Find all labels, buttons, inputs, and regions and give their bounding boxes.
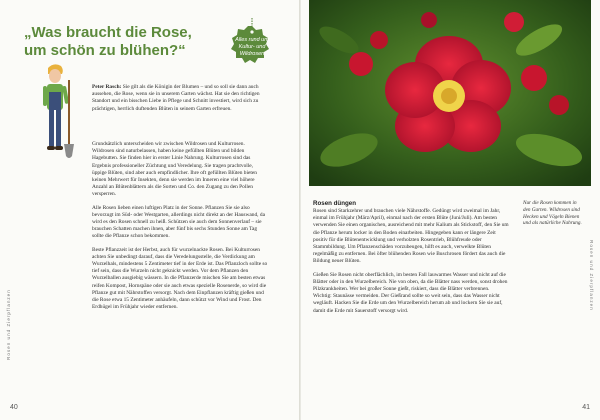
page-number: 40	[10, 404, 18, 411]
section-subheading: Rosen düngen	[313, 200, 356, 207]
hang-tag	[226, 18, 278, 78]
right-paragraph-2: Gießen Sie Rosen nicht oberflächlich, im besten Fall lauwarmes Wasser und nicht auf die Blätter oder in den Wurzelbereich. Nie von oben, da die Blätter nass werden, sonst drohen Pilzkrankheiten. Wer bei großer Sonne gießt, riskiert, dass die Blätter verbrennen. Wichtig: Staunässe vermeiden. Der Gießrand sollte so weit sein, dass das Wasser nicht wegläuft. Hacken Sie die Erde um den Wurzelbereich herum ab und lockern Sie sie auf, damit die Erde mit Sauerstoff versorgt wird.	[313, 271, 508, 314]
intro-speaker: Peter Rasch:	[92, 84, 122, 90]
page-headline: „Was braucht die Rose, um schön zu blühen?“	[24, 24, 192, 59]
left-page	[0, 0, 299, 420]
intro-body: Sie gilt als die Königin der Blumen – und so soll sie dann auch aussehen, die Rose, wenn sie in unserem Garten wächst. Hat sie den richtigen Standort und ein bisschen Liebe in Pflege und Schnitt investiert, wird sich zu prächtigen, herrlich duftenden Blüten in seinem Garten erfreuen.	[92, 84, 260, 112]
page-number: 41	[582, 404, 590, 411]
right-page	[301, 0, 600, 420]
body-column	[92, 141, 268, 317]
gardener-illustration-icon	[26, 62, 86, 162]
intro-paragraph	[92, 84, 268, 113]
running-head: Rosen und Zierpflanzen	[589, 240, 594, 311]
rose-photo	[309, 0, 591, 186]
tag-label: Alles rund um Kultur- und Wildrosen	[235, 37, 269, 57]
body-paragraph-1: Grundsätzlich unterscheiden wir zwischen Wildrosen und Kulturrosen. Wildrosen sind naturbelassen, haben keine gefüllten Blüten und bilden Hagebutten. Sie finden hier in erster Linie Nahrung. Kulturrosen sind das Ergebnis professioneller Züchtung und Veredelung. Sie tragen prachtvolle, üppige Blüten, sind aber auch empfindlicher. Ihre oft gefüllten Blüten bieten keinen Mehrwert für Insekten, denn sie werden im Inneren eine viel höhere Anzahl an Blütenblättern als die Sorten und Co. den Zugang zu den Pollen versperren.	[92, 141, 257, 198]
running-head: Rosen und Zierpflanzen	[6, 289, 11, 360]
body-paragraph-2: Alle Rosen lieben einen luftigen Platz in der Sonne. Pflanzen Sie sie also bevorzugt im Süd- oder Westgarten, allerdings nicht direkt an der Hauswand, da wird es den Rosen schnell zu heiß. Schützen sie auch dem Sonnenverlauf – sie brauchen Schatten machen ihnen, aber fünf bis sechs Stunden Sonne am Tag sollte die Pflanze schon bekommen.	[92, 204, 265, 240]
margin-note: Nur die Rosen kommen in den Garten. Wildrosen sind Hecken und Vögeln Bienen und als natürliche Nahrung.	[523, 200, 582, 227]
body-paragraph-3: Beste Pflanzzeit ist der Herbst, auch für wurzelnackte Rosen. Bei Kulturrosen achten Sie unbedingt darauf, dass die Veredelungsstelle, die Verdickung am Wurzelhals, mindestens 5 Zentimeter tief in der Erde ist. Das Pflanzloch sollte so tief sein, dass die Wurzeln nicht geknickt werden. Vor dem Pflanzen den Wurzelballen ausgiebig wässern. In die Pflanzerde mischen Sie am besten etwas reifen Kompost, Hornspäne oder sie auch etwas spezielle Rosenerde, so wird die Pflanze gut mit Nährstoffen versorgt. Nach dem Einpflanzen kräftig gießen und die Rose etwa 15 Zentimeter anhäufeln, dann schützt vor Wind und Frost. Den Erdhügel im Frühjahr wieder entfernen.	[92, 246, 268, 311]
right-body-column	[313, 208, 509, 321]
right-paragraph-1: Rosen sind Starkzehrer und brauchen viele Nährstoffe. Gedüngt wird zweimal im Jahr, einmal im Frühjahr (März/April), einmal nach der ersten Blüte (Juni/Juli). Am besten verwenden Sie einen organischen, ausreichend mit mehr Kalium als Stickstoff, den Sie um die Pflanze herum locker in den Boden einarbeiten. Hingegeben kann er längere Zeit positiv für die Blütenentwicklung und verholzten Rosentrieb, Blühfreude oder Stammbildung. Um Pflanzenschäden vorzubeugen, hilft es auch, verwelkte Blüten regelmäßig zu entfernen. Bei öfter blühenden Rosen wie Buschrosen fördert das auch die Bildung neuer Blüten.	[313, 208, 509, 265]
